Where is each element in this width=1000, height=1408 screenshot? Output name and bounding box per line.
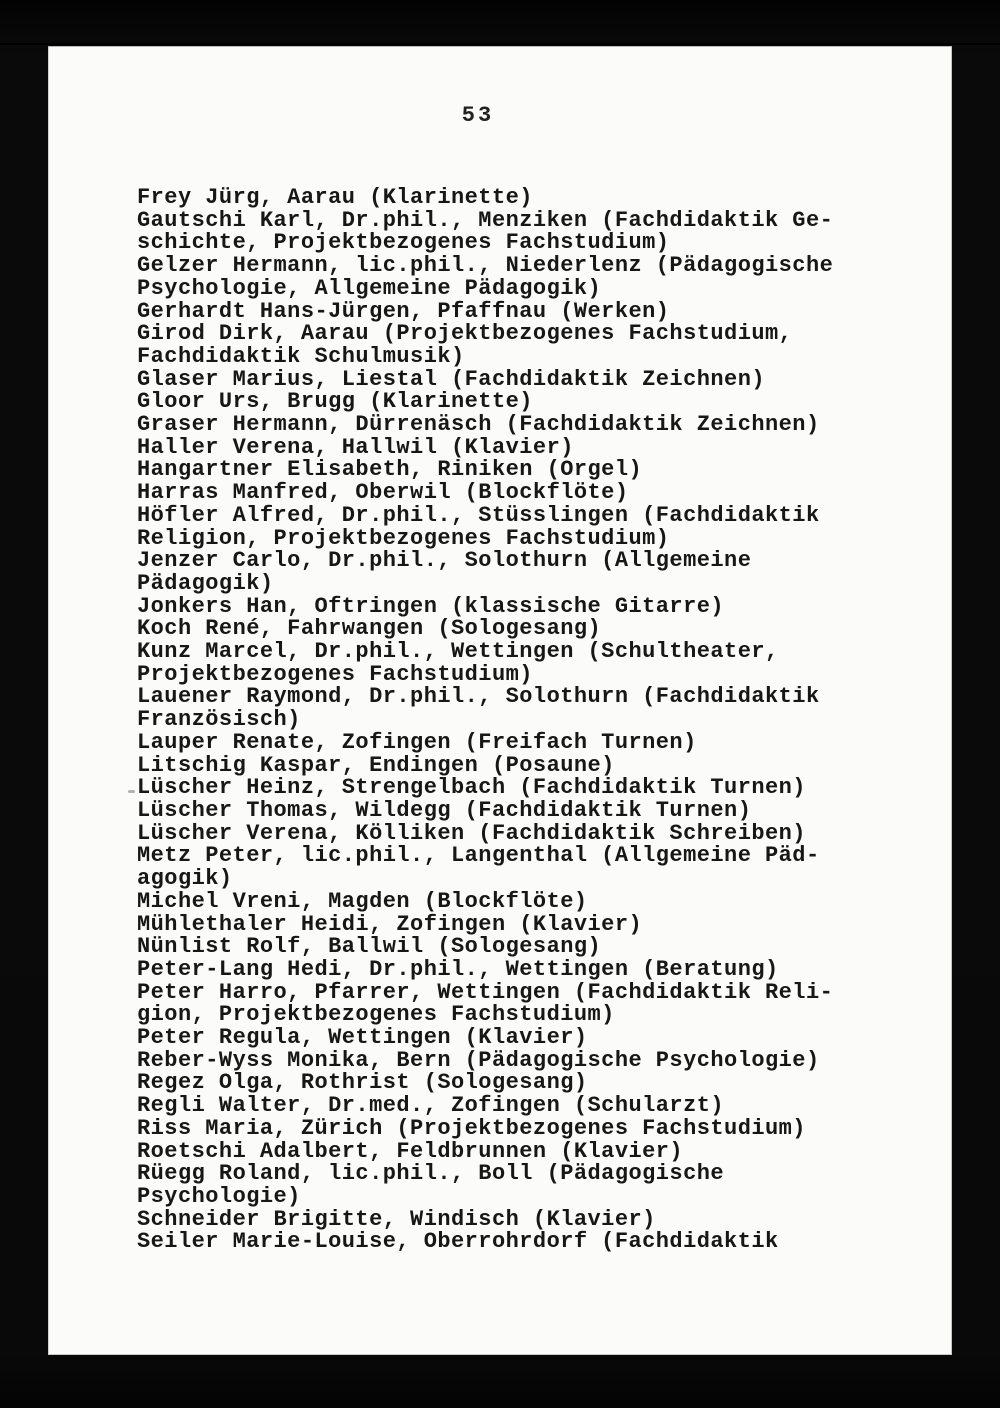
text-line: Peter Regula, Wettingen (Klavier)	[137, 1025, 588, 1051]
text-line: Roetschi Adalbert, Feldbrunnen (Klavier)	[137, 1138, 684, 1164]
faculty-list	[137, 187, 877, 1254]
text-line: Höfler Alfred, Dr.phil., Stüsslingen (Fachdidaktik	[137, 502, 820, 528]
text-line: Hangartner Elisabeth, Riniken (Orgel)	[137, 457, 643, 483]
text-line: Koch René, Fahrwangen (Sologesang)	[137, 616, 602, 642]
text-line: Michel Vreni, Magden (Blockflöte)	[137, 888, 588, 914]
text-line: Gautschi Karl, Dr.phil., Menziken (Fachdidaktik Ge-	[137, 207, 834, 233]
text-line: Reber-Wyss Monika, Bern (Pädagogische Psychologie)	[137, 1047, 820, 1073]
text-line: Pädagogik)	[137, 570, 274, 596]
text-line: Religion, Projektbezogenes Fachstudium)	[137, 525, 670, 551]
text-line: Frey Jürg, Aarau (Klarinette)	[137, 185, 533, 210]
text-line: Seiler Marie-Louise, Oberrohrdorf (Fachdidaktik	[137, 1229, 779, 1255]
text-line: Nünlist Rolf, Ballwil (Sologesang)	[137, 934, 602, 960]
text-line: gion, Projektbezogenes Fachstudium)	[137, 1002, 615, 1028]
text-line: Metz Peter, lic.phil., Langenthal (Allgemeine Päd-	[137, 843, 820, 869]
text-line: Girod Dirk, Aarau (Projektbezogenes Fachstudium,	[137, 321, 793, 347]
text-line: Lüscher Heinz, Strengelbach (Fachdidaktik Turnen)	[137, 775, 806, 801]
text-line: Projektbezogenes Fachstudium)	[137, 661, 533, 687]
text-line: Lauener Raymond, Dr.phil., Solothurn (Fachdidaktik	[137, 684, 820, 710]
text-line: Jonkers Han, Oftringen (klassische Gitarre)	[137, 593, 725, 619]
text-line: Jenzer Carlo, Dr.phil., Solothurn (Allgemeine	[137, 548, 752, 574]
text-line: Gelzer Hermann, lic.phil., Niederlenz (Pädagogische	[137, 253, 834, 279]
text-line: Peter Harro, Pfarrer, Wettingen (Fachdidaktik Reli-	[137, 979, 834, 1005]
text-line: Peter-Lang Hedi, Dr.phil., Wettingen (Beratung)	[137, 956, 779, 982]
page-number: 53	[461, 103, 495, 128]
text-line: Fachdidaktik Schulmusik)	[137, 343, 465, 369]
text-line: Psychologie)	[137, 1183, 301, 1209]
text-line: Haller Verena, Hallwil (Klavier)	[137, 434, 574, 460]
text-line: Gloor Urs, Brugg (Klarinette)	[137, 389, 533, 415]
text-line: Rüegg Roland, lic.phil., Boll (Pädagogische	[137, 1161, 725, 1187]
text-line: Französisch)	[137, 707, 301, 733]
text-line: Harras Manfred, Oberwil (Blockflöte)	[137, 480, 629, 506]
text-line: Lüscher Thomas, Wildegg (Fachdidaktik Turnen)	[137, 797, 752, 823]
text-line: Gerhardt Hans-Jürgen, Pfaffnau (Werken)	[137, 298, 670, 324]
text-line: Riss Maria, Zürich (Projektbezogenes Fachstudium)	[137, 1115, 806, 1141]
text-line: Litschig Kaspar, Endingen (Posaune)	[137, 752, 615, 778]
text-line: Graser Hermann, Dürrenäsch (Fachdidaktik Zeichnen)	[137, 412, 820, 438]
text-line: Schneider Brigitte, Windisch (Klavier)	[137, 1206, 656, 1232]
text-line: Lauper Renate, Zofingen (Freifach Turnen)	[137, 729, 697, 755]
text-line: Kunz Marcel, Dr.phil., Wettingen (Schultheater,	[137, 639, 779, 665]
text-line: Psychologie, Allgemeine Pädagogik)	[137, 275, 602, 301]
text-line: Mühlethaler Heidi, Zofingen (Klavier)	[137, 911, 643, 937]
scan-speckle	[128, 790, 135, 793]
text-line: Glaser Marius, Liestal (Fachdidaktik Zeichnen)	[137, 366, 765, 392]
document-page	[48, 46, 952, 1355]
text-line: Regez Olga, Rothrist (Sologesang)	[137, 1070, 588, 1096]
text-line: Lüscher Verena, Kölliken (Fachdidaktik Schreiben)	[137, 820, 806, 846]
text-line: agogik)	[137, 866, 233, 892]
text-line: schichte, Projektbezogenes Fachstudium)	[137, 230, 670, 256]
text-line: Regli Walter, Dr.med., Zofingen (Schularzt)	[137, 1093, 725, 1119]
